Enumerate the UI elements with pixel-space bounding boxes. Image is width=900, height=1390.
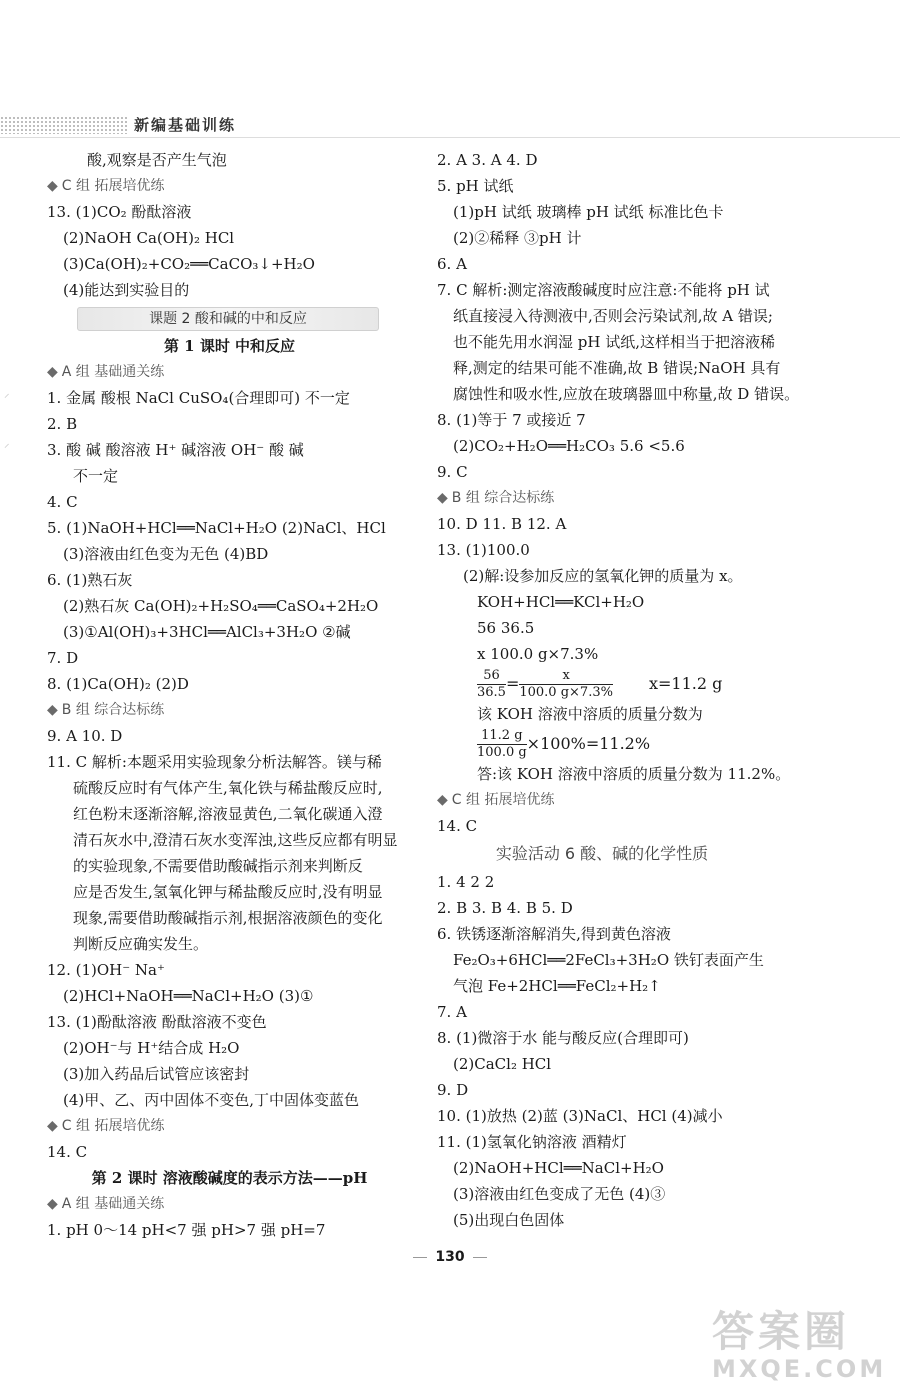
answer-line: 2. A 3. A 4. D [437, 151, 538, 169]
diamond-icon: ◆ [437, 792, 448, 808]
page-number-text: 130 [435, 1249, 465, 1265]
group-heading-text: C 组 拓展培优练 [61, 1118, 165, 1134]
answer-line: 6. A [437, 255, 467, 273]
answer-line: 11. (1)氢氧化钠溶液 酒精灯 [437, 1133, 627, 1151]
group-heading-text: A 组 基础通关练 [61, 364, 165, 380]
fraction [519, 668, 613, 701]
group-heading-text: C 组 拓展培优练 [61, 178, 165, 194]
fraction [477, 668, 506, 701]
group-heading-text: A 组 基础通关练 [61, 1196, 165, 1212]
answer-line: 14. C [47, 1143, 88, 1161]
group-heading [47, 173, 412, 199]
fraction-num: 56 [477, 668, 506, 685]
answer-line: (2)熟石灰 Ca(OH)₂+H₂SO₄══CaSO₄+2H₂O [63, 597, 379, 615]
answer-line: 红色粉末逐渐溶解,溶液显黄色,二氧化碳通入澄 [73, 805, 383, 823]
answer-line: 5. pH 试纸 [437, 177, 514, 195]
group-heading [47, 1113, 412, 1139]
answer-line: (2)NaOH+HCl══NaCl+H₂O [453, 1159, 664, 1177]
fraction-num: x [519, 668, 613, 685]
group-heading-text: C 组 拓展培优练 [451, 792, 555, 808]
answer-line: 13. (1)酚酞溶液 酚酞溶液不变色 [47, 1013, 267, 1031]
lesson-title: 第 2 课时 溶液酸碱度的表示方法——pH [91, 1169, 368, 1187]
answer-line: (2)②稀释 ③pH 计 [453, 229, 582, 247]
answer-line: 11. C 解析:本题采用实验现象分析法解答。镁与稀 [47, 753, 382, 771]
answer-line: 7. D [47, 649, 79, 667]
fraction-den: 100.0 g×7.3% [519, 685, 613, 700]
diamond-icon: ◆ [47, 1118, 58, 1134]
fraction-num: 11.2 g [477, 728, 527, 745]
answer-line: 1. 4 2 2 [437, 873, 495, 891]
answer-line: 13. (1)CO₂ 酚酞溶液 [47, 203, 192, 221]
answer-line: 现象,需要借助酸碱指示剂,根据溶液颜色的变化 [73, 909, 383, 927]
margin-mark: ⸝ [4, 437, 10, 450]
answer-line: (2)HCl+NaOH══NaCl+H₂O (3)① [63, 987, 314, 1005]
activity-title: 实验活动 6 酸、碱的化学性质 [495, 844, 709, 863]
answer-line: 9. A 10. D [47, 727, 123, 745]
answer-line: 14. C [437, 817, 478, 835]
answer-line: 硫酸反应时有气体产生,氧化铁与稀盐酸反应时, [73, 779, 383, 797]
proportion-equation [437, 667, 807, 701]
answer-line: x 100.0 g×7.3% [477, 645, 599, 663]
answer-line: 12. (1)OH⁻ Na⁺ [47, 961, 165, 979]
answer-line: 不一定 [73, 467, 119, 485]
answer-line: 56 36.5 [477, 619, 535, 637]
answer-line: 7. A [437, 1003, 467, 1021]
fraction-den: 100.0 g [477, 745, 527, 760]
answer-line: 8. (1)Ca(OH)₂ (2)D [47, 675, 189, 693]
answer-line: 6. 铁锈逐渐溶解消失,得到黄色溶液 [437, 925, 671, 943]
answer-line: 10. (1)放热 (2)蓝 (3)NaCl、HCl (4)减小 [437, 1107, 723, 1125]
answer-line: 3. 酸 碱 酸溶液 H⁺ 碱溶液 OH⁻ 酸 碱 [47, 441, 304, 459]
group-heading-text: B 组 综合达标练 [61, 702, 165, 718]
answer-line: (3)溶液由红色变成了无色 (4)③ [453, 1185, 666, 1203]
answer-line: 清石灰水中,澄清石灰水变浑浊,这些反应都有明显 [73, 831, 398, 849]
answer-line: (4)甲、乙、丙中固体不变色,丁中固体变蓝色 [63, 1091, 360, 1109]
answer-line: 2. B 3. B 4. B 5. D [437, 899, 573, 917]
diamond-icon: ◆ [47, 1196, 58, 1212]
answer-line: (3)①Al(OH)₃+3HCl══AlCl₃+3H₂O ②碱 [63, 623, 351, 641]
answer-line: 应是否发生,氢氧化钾与稀盐酸反应时,没有明显 [73, 883, 383, 901]
group-heading-text: B 组 综合达标练 [451, 490, 555, 506]
answer-line: (2)解:设参加反应的氢氧化钾的质量为 x。 [463, 567, 743, 585]
answer-line: (5)出现白色固体 [453, 1211, 565, 1229]
answer-line: 腐蚀性和吸水性,应放在玻璃器皿中称量,故 D 错误。 [453, 385, 800, 403]
answer-line: KOH+HCl══KCl+H₂O [477, 593, 645, 611]
fraction-den: 36.5 [477, 685, 506, 700]
answer-line: (3)Ca(OH)₂+CO₂══CaCO₃↓+H₂O [63, 255, 315, 273]
page-number [0, 1249, 900, 1265]
answer-line: (4)能达到实验目的 [63, 281, 190, 299]
right-column [437, 147, 807, 1233]
equals-sign: = [505, 674, 520, 693]
diamond-icon: ◆ [47, 178, 58, 194]
answer-line: 9. D [437, 1081, 469, 1099]
mass-fraction-equation [437, 727, 807, 761]
answer-line: 10. D 11. B 12. A [437, 515, 567, 533]
answer-line: 判断反应确实发生。 [73, 935, 209, 953]
watermark-line1: 答案圈 [712, 1307, 851, 1356]
answer-line: (2)OH⁻与 H⁺结合成 H₂O [63, 1039, 240, 1057]
answer-line: 8. (1)等于 7 或接近 7 [437, 411, 586, 429]
header-rule [0, 137, 900, 138]
diamond-icon: ◆ [47, 364, 58, 380]
answer-line: 酸,观察是否产生气泡 [87, 151, 227, 169]
diamond-icon: ◆ [47, 702, 58, 718]
dash-right [473, 1257, 487, 1258]
group-heading [47, 359, 412, 385]
answer-line: 1. 金属 酸根 NaCl CuSO₄(合理即可) 不一定 [47, 389, 350, 407]
answer-line: 8. (1)微溶于水 能与酸反应(合理即可) [437, 1029, 689, 1047]
answer-line: (3)加入药品后试管应该密封 [63, 1065, 250, 1083]
answer-line: 4. C [47, 493, 78, 511]
answer-line: (2)NaOH Ca(OH)₂ HCl [63, 229, 235, 247]
header-title: 新编基础训练 [134, 116, 237, 134]
answer-line: 也不能先用水润湿 pH 试纸,这样相当于把溶液稀 [453, 333, 775, 351]
header-dot-pattern [0, 116, 128, 134]
answer-line: (2)CO₂+H₂O══H₂CO₃ 5.6 <5.6 [453, 437, 685, 455]
answer-line: 气泡 Fe+2HCl══FeCl₂+H₂↑ [453, 977, 661, 995]
group-heading [47, 1191, 412, 1217]
answer-line: 7. C 解析:测定溶液酸碱度时应注意:不能将 pH 试 [437, 281, 770, 299]
answer-line: Fe₂O₃+6HCl══2FeCl₃+3H₂O 铁钉表面产生 [453, 951, 764, 969]
answer-line: 9. C [437, 463, 468, 481]
margin-mark: ⸝ [4, 387, 10, 400]
answer-line: 2. B [47, 415, 78, 433]
group-heading [47, 697, 412, 723]
answer-line: 5. (1)NaOH+HCl══NaCl+H₂O (2)NaCl、HCl [47, 519, 386, 537]
left-column [47, 147, 412, 1243]
answer-line: 答:该 KOH 溶液中溶质的质量分数为 11.2%。 [477, 765, 791, 783]
watermark [712, 1308, 892, 1384]
section-banner: 课题 2 酸和碱的中和反应 [77, 307, 379, 331]
answer-line: 13. (1)100.0 [437, 541, 530, 559]
answer-line: (1)pH 试纸 玻璃棒 pH 试纸 标准比色卡 [453, 203, 724, 221]
result-text: x=11.2 g [648, 674, 723, 693]
lesson-title: 第 1 课时 中和反应 [163, 337, 296, 355]
answer-line: 纸直接浸入待测液中,否则会污染试剂,故 A 错误; [453, 307, 773, 325]
answer-line: (2)CaCl₂ HCl [453, 1055, 552, 1073]
answer-line: 6. (1)熟石灰 [47, 571, 133, 589]
fraction [477, 728, 527, 761]
dash-left [413, 1257, 427, 1258]
group-heading [437, 787, 807, 813]
diamond-icon: ◆ [437, 490, 448, 506]
answer-line: (3)溶液由红色变为无色 (4)BD [63, 545, 269, 563]
answer-line: 1. pH 0～14 pH<7 强 pH>7 强 pH=7 [47, 1221, 326, 1239]
answer-line: 的实验现象,不需要借助酸碱指示剂来判断反 [73, 857, 363, 875]
answer-line: 释,测定的结果可能不准确,故 B 错误;NaOH 具有 [453, 359, 781, 377]
group-heading [437, 485, 807, 511]
result-text: ×100%=11.2% [526, 734, 651, 753]
watermark-line2: MXQE.COM [712, 1355, 887, 1383]
answer-line: 该 KOH 溶液中溶质的质量分数为 [477, 705, 703, 723]
